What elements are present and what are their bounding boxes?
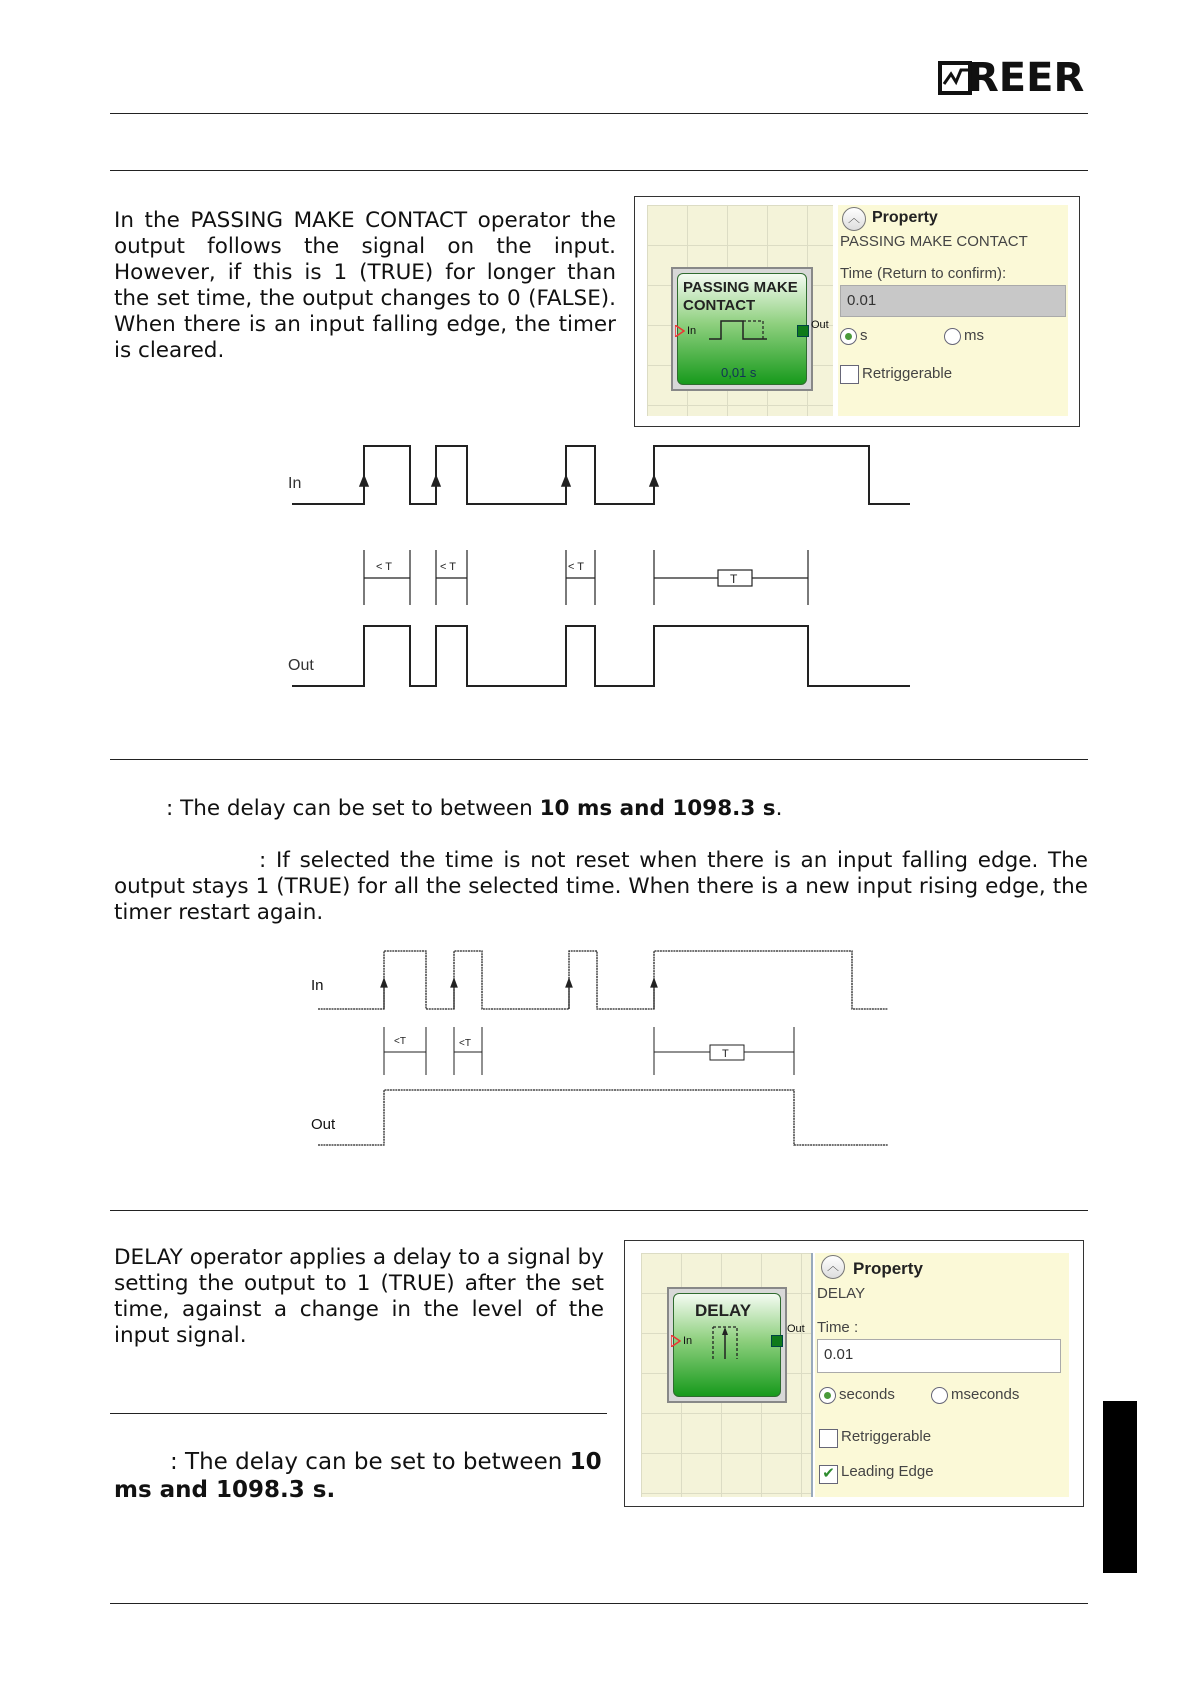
delay-block-out: Out bbox=[787, 1323, 805, 1335]
delay-radio-seconds[interactable] bbox=[819, 1387, 836, 1404]
in-signal-trace-2 bbox=[318, 951, 888, 1009]
passing-radio-ms[interactable] bbox=[944, 328, 961, 345]
header-rule bbox=[110, 113, 1088, 114]
diagram1-t: T bbox=[730, 572, 738, 586]
diagram2-lt-t-1: <T bbox=[394, 1036, 406, 1047]
delay-retriggerable-checkbox[interactable] bbox=[819, 1429, 838, 1448]
retriggerable-timing-diagram bbox=[306, 945, 906, 1150]
out-signal-trace-2 bbox=[318, 1090, 888, 1145]
delay-symbol-icon bbox=[709, 1323, 743, 1363]
delay-time-prefix: : The delay can be set to between bbox=[170, 1449, 570, 1475]
input-arrow-icon bbox=[671, 1335, 681, 1347]
delay-property-heading: Property bbox=[853, 1259, 923, 1278]
delay-time-range-1: 10 bbox=[569, 1449, 602, 1475]
passing-radio-s-label: s bbox=[860, 327, 868, 344]
delay-params-rule bbox=[110, 1413, 607, 1414]
collapse-icon[interactable]: ︿ bbox=[821, 1255, 845, 1279]
time-parameter-range: 10 ms and 1098.3 s bbox=[539, 796, 776, 821]
passing-operator-name: PASSING MAKE CONTACT bbox=[840, 233, 1028, 250]
passing-property-panel bbox=[634, 196, 1080, 427]
retriggerable-parameter: : If selected the time is not reset when there is an input falling edge. The output stays 1 (TRUE) for all the selected time. When there is a new input rising edge, the timer restart again. bbox=[114, 848, 1088, 925]
chapter-side-tab bbox=[1103, 1401, 1137, 1573]
passing-time-label: Time (Return to confirm): bbox=[840, 265, 1007, 282]
diagram1-lt-t-1: < T bbox=[376, 561, 393, 573]
diagram2-lt-t-2: <T bbox=[459, 1038, 471, 1049]
passing-output-port[interactable] bbox=[797, 325, 809, 337]
passing-block-out: Out bbox=[811, 319, 829, 331]
delay-properties bbox=[815, 1253, 1069, 1497]
time-parameter-suffix: . bbox=[775, 796, 783, 821]
delay-block[interactable] bbox=[667, 1287, 787, 1403]
section-rule-params bbox=[110, 759, 1088, 760]
collapse-icon[interactable]: ︿ bbox=[842, 207, 866, 231]
passing-timing-diagram bbox=[280, 430, 920, 700]
diagram1-out-label: Out bbox=[288, 657, 314, 674]
passing-description: In the PASSING MAKE CONTACT operator the output follows the signal on the input. However, if this is 1 (TRUE) for longer than the set time, the output changes to 0 (FALSE). When there is an input falling edge, the timer is cleared. bbox=[114, 208, 616, 363]
delay-retriggerable-label: Retriggerable bbox=[841, 1428, 932, 1445]
passing-property-heading: Property bbox=[872, 209, 938, 226]
delay-leading-edge-checkbox[interactable]: ✔ bbox=[819, 1465, 838, 1484]
delay-radio-seconds-label: seconds bbox=[839, 1386, 895, 1403]
delay-time-range-2: ms and 1098.3 s. bbox=[114, 1477, 336, 1503]
pulse-symbol-icon bbox=[707, 317, 779, 343]
passing-radio-s[interactable] bbox=[840, 328, 857, 345]
reer-logo-text: REER bbox=[968, 55, 1085, 101]
delay-leading-edge-label: Leading Edge bbox=[841, 1463, 934, 1480]
passing-radio-ms-label: ms bbox=[964, 327, 984, 344]
delay-radio-mseconds[interactable] bbox=[931, 1387, 948, 1404]
delay-radio-mseconds-label: mseconds bbox=[951, 1386, 1020, 1403]
diagram1-lt-t-2: < T bbox=[440, 561, 457, 573]
delay-description: DELAY operator applies a delay to a signal by setting the output to 1 (TRUE) after the set time, against a change in the level of the input signal. bbox=[114, 1245, 604, 1348]
delay-time-input[interactable]: 0.01 bbox=[817, 1339, 1061, 1373]
time-parameter bbox=[114, 796, 1094, 822]
footer-rule bbox=[110, 1603, 1088, 1604]
reer-logo bbox=[938, 56, 1088, 100]
time-parameter-prefix: : The delay can be set to between bbox=[166, 796, 540, 821]
section-rule-delay bbox=[110, 1210, 1088, 1211]
diagram2-in-label: In bbox=[311, 977, 324, 994]
in-signal-trace bbox=[292, 446, 910, 504]
passing-retriggerable-checkbox[interactable] bbox=[840, 365, 859, 384]
passing-block-title-2: CONTACT bbox=[683, 297, 756, 314]
delay-canvas bbox=[641, 1253, 813, 1497]
input-arrow-icon bbox=[675, 325, 685, 337]
delay-property-panel bbox=[624, 1240, 1084, 1507]
passing-time-input[interactable]: 0.01 bbox=[840, 285, 1066, 317]
passing-block-in: In bbox=[687, 325, 697, 337]
passing-canvas bbox=[647, 205, 833, 416]
delay-block-in: In bbox=[683, 1335, 693, 1347]
delay-output-port[interactable] bbox=[771, 1335, 783, 1347]
delay-time-parameter bbox=[114, 1448, 606, 1504]
diagram2-out-label: Out bbox=[311, 1116, 336, 1133]
passing-block[interactable] bbox=[671, 267, 813, 391]
delay-block-title: DELAY bbox=[695, 1301, 752, 1320]
out-signal-trace bbox=[292, 626, 910, 686]
diagram1-in-label: In bbox=[288, 475, 302, 492]
passing-block-time: 0,01 s bbox=[721, 365, 757, 380]
diagram2-t: T bbox=[722, 1048, 729, 1060]
diagram1-lt-t-3: < T bbox=[568, 561, 585, 573]
rising-edge-arrows bbox=[360, 476, 658, 504]
rising-edge-arrows-2 bbox=[381, 979, 657, 1009]
delay-time-label: Time : bbox=[817, 1319, 859, 1336]
section-rule-passing bbox=[110, 170, 1088, 171]
passing-retriggerable-label: Retriggerable bbox=[862, 365, 953, 382]
delay-operator-name: DELAY bbox=[817, 1285, 866, 1302]
passing-block-title-1: PASSING MAKE bbox=[683, 279, 798, 296]
passing-properties bbox=[838, 205, 1068, 416]
